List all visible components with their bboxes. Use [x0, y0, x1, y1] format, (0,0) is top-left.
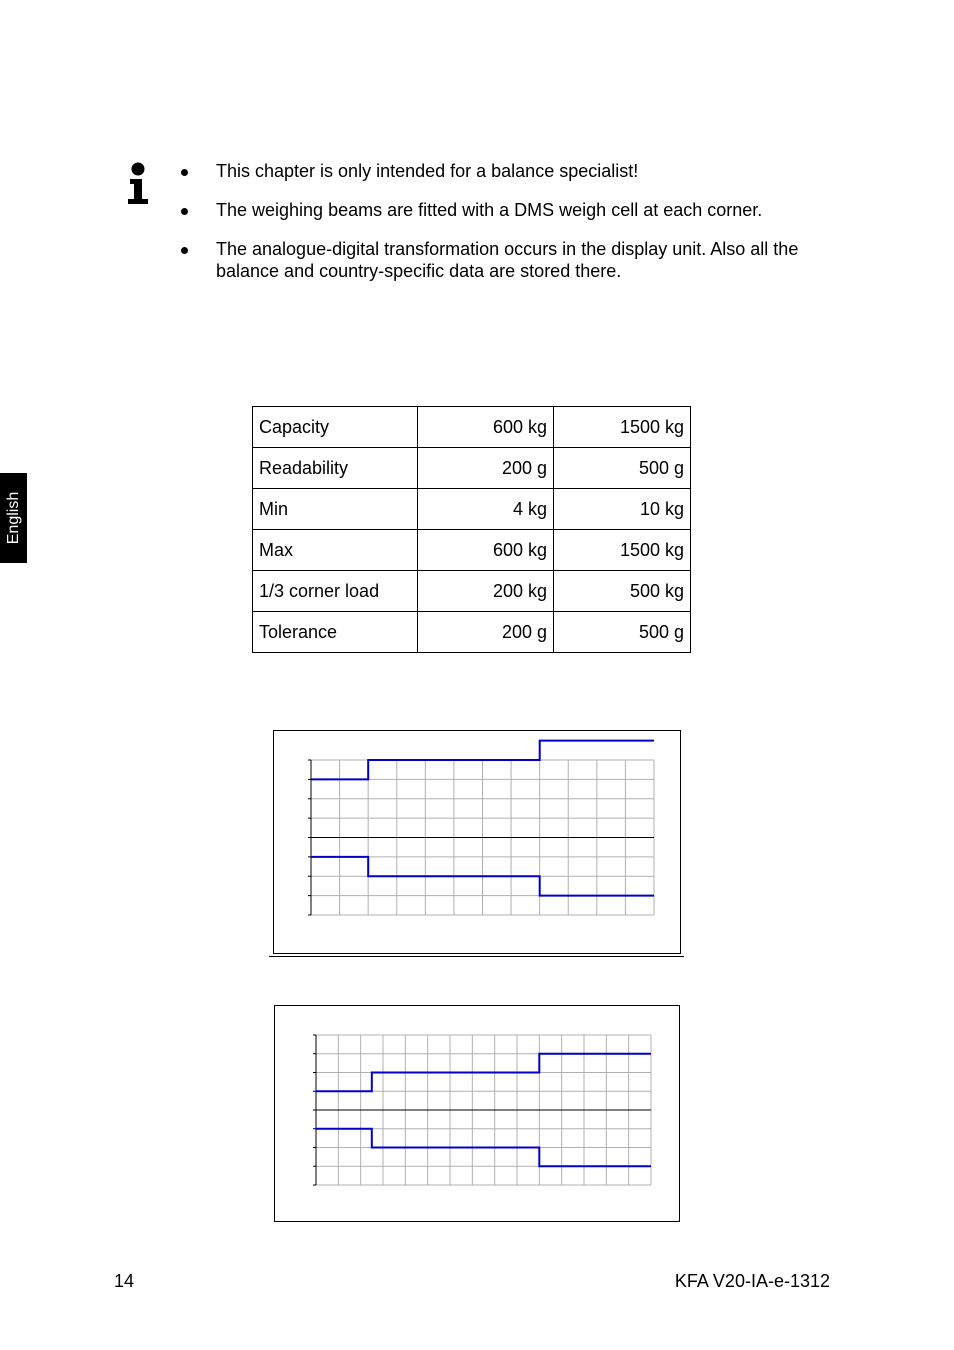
notes-list	[178, 160, 838, 299]
table-cell: 600 kg	[418, 530, 554, 571]
table-cell: 200 kg	[418, 571, 554, 612]
table-row	[253, 571, 691, 612]
language-tab	[0, 473, 27, 563]
divider-line	[269, 956, 684, 957]
table-cell: Min	[253, 489, 418, 530]
table-cell: 1500 kg	[554, 407, 691, 448]
table-cell: 4 kg	[418, 489, 554, 530]
note-text: The weighing beams are fitted with a DMS weigh cell at each corner.	[216, 200, 763, 220]
note-item	[178, 199, 838, 221]
note-item	[178, 238, 838, 282]
bullet-icon	[181, 208, 188, 215]
table-cell: 500 kg	[554, 571, 691, 612]
spec-table	[252, 406, 691, 653]
table-cell: 500 g	[554, 612, 691, 653]
info-icon	[126, 160, 154, 206]
bullet-icon	[181, 169, 188, 176]
table-row	[253, 530, 691, 571]
table-cell: 1/3 corner load	[253, 571, 418, 612]
table-cell: 200 g	[418, 448, 554, 489]
table-cell: 500 g	[554, 448, 691, 489]
table-cell: Max	[253, 530, 418, 571]
note-item	[178, 160, 838, 182]
table-cell: 1500 kg	[554, 530, 691, 571]
step-chart-1	[273, 730, 681, 954]
page-number: 14	[114, 1271, 135, 1291]
table-row	[253, 612, 691, 653]
table-row	[253, 407, 691, 448]
table-cell: Readability	[253, 448, 418, 489]
table-cell: Capacity	[253, 407, 418, 448]
chart-plot	[275, 1006, 679, 1221]
document-id: KFA V20-IA-e-1312	[674, 1271, 830, 1291]
table-row	[253, 489, 691, 530]
table-row	[253, 448, 691, 489]
table-cell: 600 kg	[418, 407, 554, 448]
table-cell: Tolerance	[253, 612, 418, 653]
step-chart-2	[274, 1005, 680, 1222]
note-text: The analogue-digital transformation occurs in the display unit. Also all the balance and country-specific data are stored there.	[216, 239, 799, 281]
table-cell: 10 kg	[554, 489, 691, 530]
chart-plot	[274, 731, 680, 953]
note-text: This chapter is only intended for a balance specialist!	[216, 161, 639, 181]
bullet-icon	[181, 247, 188, 254]
table-cell: 200 g	[418, 612, 554, 653]
language-tab-label: English	[4, 491, 22, 545]
